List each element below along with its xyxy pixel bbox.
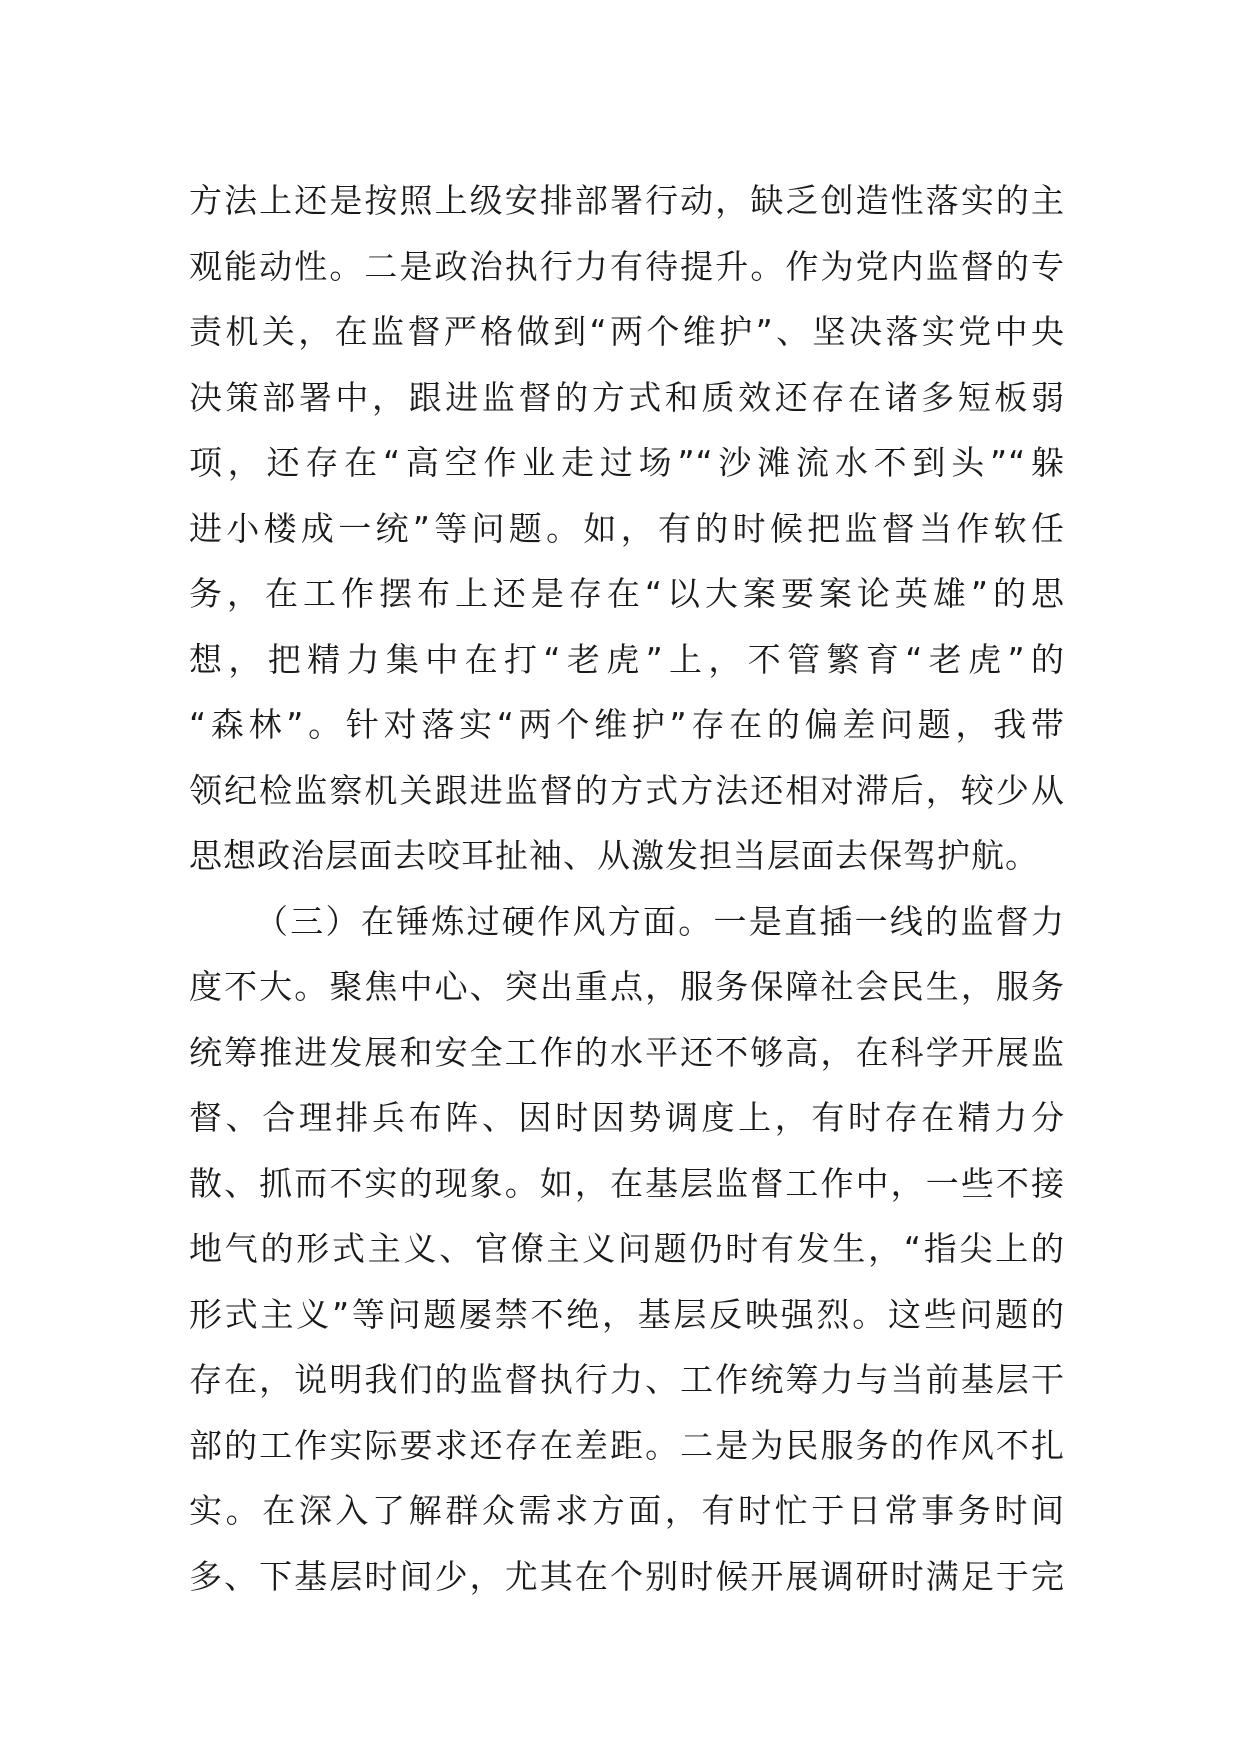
- text-line: 实。在深入了解群众需求方面，有时忙于日常事务时间: [189, 1491, 1065, 1530]
- text-line: 项，还存在“高空作业走过场”“沙滩流水不到头”“躲: [189, 443, 1065, 482]
- text-line: 度不大。聚焦中心、突出重点，服务保障社会民生，服务: [189, 967, 1065, 1006]
- text-line: 形式主义”等问题屡禁不绝，基层反映强烈。这些问题的: [189, 1294, 1065, 1334]
- section-heading-line: （三）在锤炼过硬作风方面。一是直插一线的监督力: [255, 901, 1065, 941]
- text-line: 多、下基层时间少，尤其在个别时候开展调研时满足于完: [189, 1556, 1065, 1596]
- text-line: 决策部署中，跟进监督的方式和质效还存在诸多短板弱: [189, 377, 1065, 417]
- text-line: 思想政治层面去咬耳扯袖、从激发担当层面去保驾护航。: [189, 836, 1039, 875]
- text-line: “森林”。针对落实“两个维护”存在的偏差问题，我带: [189, 705, 1065, 744]
- text-line: 领纪检监察机关跟进监督的方式方法还相对滞后，较少从: [189, 770, 1065, 810]
- text-line: 统筹推进发展和安全工作的水平还不够高，在科学开展监: [189, 1032, 1065, 1072]
- text-line: 散、抓而不实的现象。如，在基层监督工作中，一些不接: [189, 1163, 1065, 1203]
- text-line: 进小楼成一统”等问题。如，有的时候把监督当作软任: [189, 508, 1065, 548]
- text-line: 地气的形式主义、官僚主义问题仍时有发生，“指尖上的: [189, 1229, 1065, 1268]
- text-line: 想，把精力集中在打“老虎”上，不管繁育“老虎”的: [189, 639, 1065, 679]
- body-text: [189, 168, 1065, 1609]
- text-line: 观能动性。二是政治执行力有待提升。作为党内监督的专: [189, 246, 1065, 286]
- text-line: 责机关，在监督严格做到“两个维护”、坚决落实党中央: [189, 312, 1065, 351]
- text-line: 存在，说明我们的监督执行力、工作统筹力与当前基层干: [189, 1360, 1065, 1399]
- text-line: 方法上还是按照上级安排部署行动，缺乏创造性落实的主: [189, 181, 1065, 220]
- text-line: 部的工作实际要求还存在差距。二是为民服务的作风不扎: [189, 1425, 1065, 1465]
- text-line: 务，在工作摆布上还是存在“以大案要案论英雄”的思: [189, 574, 1065, 613]
- text-line: 督、合理排兵布阵、因时因势调度上，有时存在精力分: [189, 1098, 1065, 1137]
